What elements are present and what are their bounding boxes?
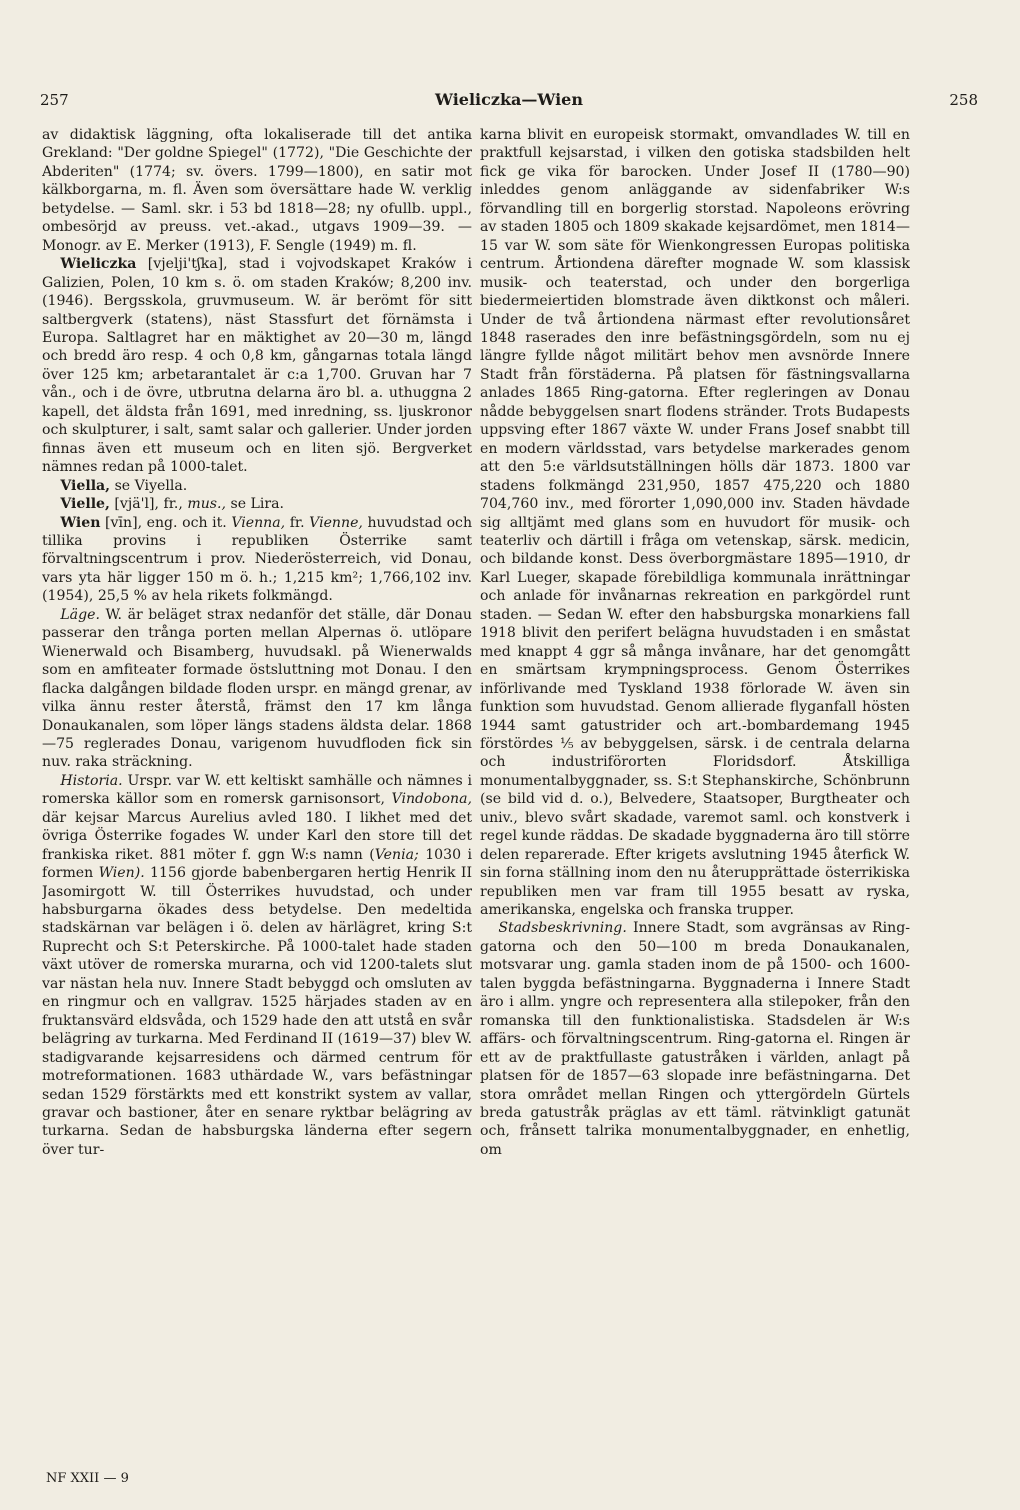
running-title: Wieliczka—Wien: [435, 90, 583, 109]
section-heading-lage: Läge.: [60, 606, 100, 623]
page-number-left: 257: [40, 91, 69, 109]
section-text-italic: Vindobona,: [391, 791, 472, 808]
entry-text-italic: Vienna,: [231, 514, 286, 531]
entry-vielle: [42, 495, 472, 513]
entry-viella: [42, 477, 472, 495]
right-column: [480, 126, 910, 1466]
section-stadsbeskrivning: [480, 919, 910, 1159]
section-historia-continued: karna blivit en europeisk stormakt, omvandlades W. till en praktfull kejsarstad, i vilken den gotiska stadsbilden helt fick ge vika för barocken. Under Josef II (1780—90) inleddes genom anläggande av sidenfabriker W:s förvandling till en borgerlig storstad. Napoleons erövring av staden 1805 och 1809 skakade kejsardömet, men 1814—15 var W. som säte för Wienkongressen Europas politiska centrum. Årtiondena därefter mognade W. som klassisk musik- och teaterstad, och under den borgerliga biedermeiertiden blomstrade även diktkonst och måleri. Under de två årtiondena närmast efter revolutionsåret 1848 raserades den inre befästningsgördeln, som nu ej längre fyllde något militärt behov men avsnörde Innere Stadt från förstäderna. På platsen för fästningsvallarna anlades 1865 Ring-gatorna. Efter regleringen av Donau nådde bebyggelsen snart flodens stränder. Trots Budapests uppsving efter 1867 växte W. under Frans Josef snabbt till en modern världsstad, vars betydelse markerades genom att den 5:e världsutställningen hölls där 1873. 1800 var stadens folkmängd 231,950, 1857 475,220 och 1880 704,760 inv., med förorter 1,090,000 inv. Staden hävdade sig alltjämt med glans som en huvudort för musik- och teaterliv och därtill i fråga om vetenskap, särsk. medicin, och bildande konst. Dess överborgmästare 1895—1910, dr Karl Lueger, skapade förebildliga kommunala inrättningar och anlade för invånarnas rekreation en parkgördel runt staden. — Sedan W. efter den habsburgska monarkiens fall 1918 blivit den perifert belägna huvudstaden i en småstat med knappt 4 ggr så många invånare, har det genomgått en smärtsam krympningsprocess. Genom Österrikes införlivande med Tyskland 1938 förlorade W. även sin funktion som huvudstad. Genom allierade flyganfall hösten 1944 samt gatustrider och art.-bombardemang 1945 förstördes ⅕ av bebyggelsen, särsk. i de centrala delarna och industriförorten Floridsdorf. Åtskilliga monumentalbyggnader, ss. S:t Stephanskirche, Schönbrunn (se bild vid d. o.), Belvedere, Staatsoper, Burgtheater och univ., blevo svårt skadade, varemot saml. och konstverk i regel kunde räddas. De skadade byggnaderna äro till större delen reparerade. Efter krigets avslutning 1945 återfick W. sin forna ställning inom den nu återupprättade österrikiska republiken men var fram till 1955 besatt av ryska, amerikanska, engelska och franska trupper.: [480, 127, 910, 919]
signature-footer: NF XXII — 9: [46, 1471, 129, 1486]
headword-viella: Viella,: [60, 477, 111, 494]
headword-wieliczka: Wieliczka: [60, 256, 137, 273]
entry-text-italic: mus.,: [187, 496, 226, 513]
page-number-right: 258: [949, 91, 978, 109]
entry-text: [vjä'l], fr.,: [114, 496, 183, 513]
entry-text: [vjelji'tʃka], stad i vojvodskapet Kraków i Galizien, Polen, 10 km s. ö. om staden Kraków; 8,200 inv. (1946). Bergsskola, gruvmuseum. W. är berömt för sitt saltbergverk (statens), näst Stassfurt det förnämsta i Europa. Saltlagret har en mäktighet av 20—30 m, längd och bredd äro resp. 4 och 0,8 km, gångarnas totala längd över 125 km; arbetarantalet är c:a 1,700. Gruvan har 7 vån., och i de övre, utbrutna delarna äro bl. a. uthuggna 2 kapell, det äldsta från 1691, med inredning, ss. ljuskronor och skulpturer, i salt, samt salar och gallerier. Under jorden finnas även ett museum och en liten sjö. Bergverket nämnes redan på 1000-talet.: [42, 256, 472, 476]
section-heading-stadsbeskrivning: Stadsbeskrivning.: [498, 920, 627, 937]
section-text: 1030 i formen: [42, 846, 472, 882]
section-lage: [42, 606, 472, 772]
entry-text: huvudstad och tillika provins i republiken Österrike samt förvaltningscentrum i prov. Niederösterreich, vid Donau, vars yta här ligger 150 m ö. h.; 1,215 km²; 1,766,102 inv. (1954), 25,5 % av hela rikets folkmängd.: [42, 514, 472, 605]
section-text: Urspr. var W. ett keltiskt samhälle och nämnes i romerska källor som en romersk garnisonsort,: [42, 772, 472, 808]
section-text: där kejsar Marcus Aurelius avled 180. I likhet med det övriga Österrike fogades W. under Karl den store till det frankiska riket. 881 möter f. ggn W:s namn (: [42, 809, 472, 863]
entry-text: se Lira.: [230, 496, 285, 513]
section-heading-historia: Historia.: [60, 772, 123, 789]
entry-text: fr.: [289, 514, 305, 531]
entry-text: [vīn], eng. och it.: [105, 514, 227, 531]
headword-wien: Wien: [60, 514, 101, 531]
section-text: 1156 gjorde babenbergaren hertig Henrik II Jasomirgott W. till Österrikes huvudstad, och under habsburgarna ökades dess betydelse. Den medeltida stadskärnan var belägen i ö. delen av härlägret, kring S:t Ruprecht och S:t Peterskirche. På 1000-talet hade staden växt utöver de romerska murarna, och vid 1200-talets slut var nästan hela nuv. Innere Stadt bebyggd och omsluten av en ringmur och en vallgrav. 1525 härjades staden av en fruktansvärd eldsvåda, och 1529 hade den att utstå en svår belägring av turkarna. Med Ferdinand II (1619—37) blev W. stadigvarande kejsarresidens och därmed centrum för motreformationen. 1683 uthärdade W., vars befästningar sedan 1529 förstärkts med ett konstrikt system av vallar, gravar och bastioner, åter en senare ryktbar belägring av turkarna. Sedan de habsburgska länderna efter segern över tur-: [42, 865, 472, 1158]
section-historia: [42, 772, 472, 1160]
entry-text-italic: Vienne,: [309, 514, 363, 531]
section-text-italic: Wien).: [98, 865, 145, 882]
entry-wieland-continued: av didaktisk läggning, ofta lokaliserade till det antika Grekland: "Der goldne Spiegel" (1772), "Die Geschichte der Abderiten" (1774; sv. övers. 1799—1800), en satir mot kälkborgarna, m. fl. Även som översättare hade W. verklig betydelse. — Saml. skr. i 53 bd 1818—28; ny ofullb. uppl., ombesörjd av preuss. vet.-akad., utgavs 1909—39. — Monogr. av E. Merker (1913), F. Sengle (1949) m. fl.: [42, 127, 472, 254]
section-text: W. är beläget strax nedanför det ställe, där Donau passerar den trånga porten mellan Alpernas ö. utlöpare Wienerwald och Bisamberg, huvudsakl. på Wienerwalds som en amfiteater formade östsluttning mot Donau. I den flacka dalgången bildade floden urspr. en mängd grenar, av vilka ännu rester återstå, främst den 17 km långa Donaukanalen, som löper längs stadens äldsta delar. 1868—75 reglerades Donau, varigenom huvudfloden fick sin nuv. raka sträckning.: [42, 606, 472, 771]
entry-wien: [42, 514, 472, 606]
section-text-italic: Venia;: [374, 846, 419, 863]
headword-vielle: Vielle,: [60, 496, 110, 513]
entry-wieliczka: [42, 255, 472, 476]
entry-text: se Viyella.: [114, 477, 188, 494]
section-text: Innere Stadt, som avgränsas av Ring-gatorna och den 50—100 m breda Donaukanalen, motsvarar ung. gamla staden inom de på 1500- och 1600-talen byggda befästningarna. Byggnaderna i Innere Stadt äro i allm. yngre och representera alla stilepoker, från den romanska till den funktionalistiska. Stadsdelen är W:s affärs- och förvaltningscentrum. Ring-gatorna el. Ringen är ett av de praktfullaste gatustråken i världen, anlagt på platsen för de 1857—63 slopade inre befästningarna. Det stora området mellan Ringen och yttergördeln Gürtels breda gatustråk präglas av ett täml. rätvinkligt gatunät och, frånsett talrika monumentalbyggnader, en enhetlig, om: [480, 920, 910, 1158]
page-header: [40, 90, 978, 114]
left-column: [42, 126, 472, 1466]
